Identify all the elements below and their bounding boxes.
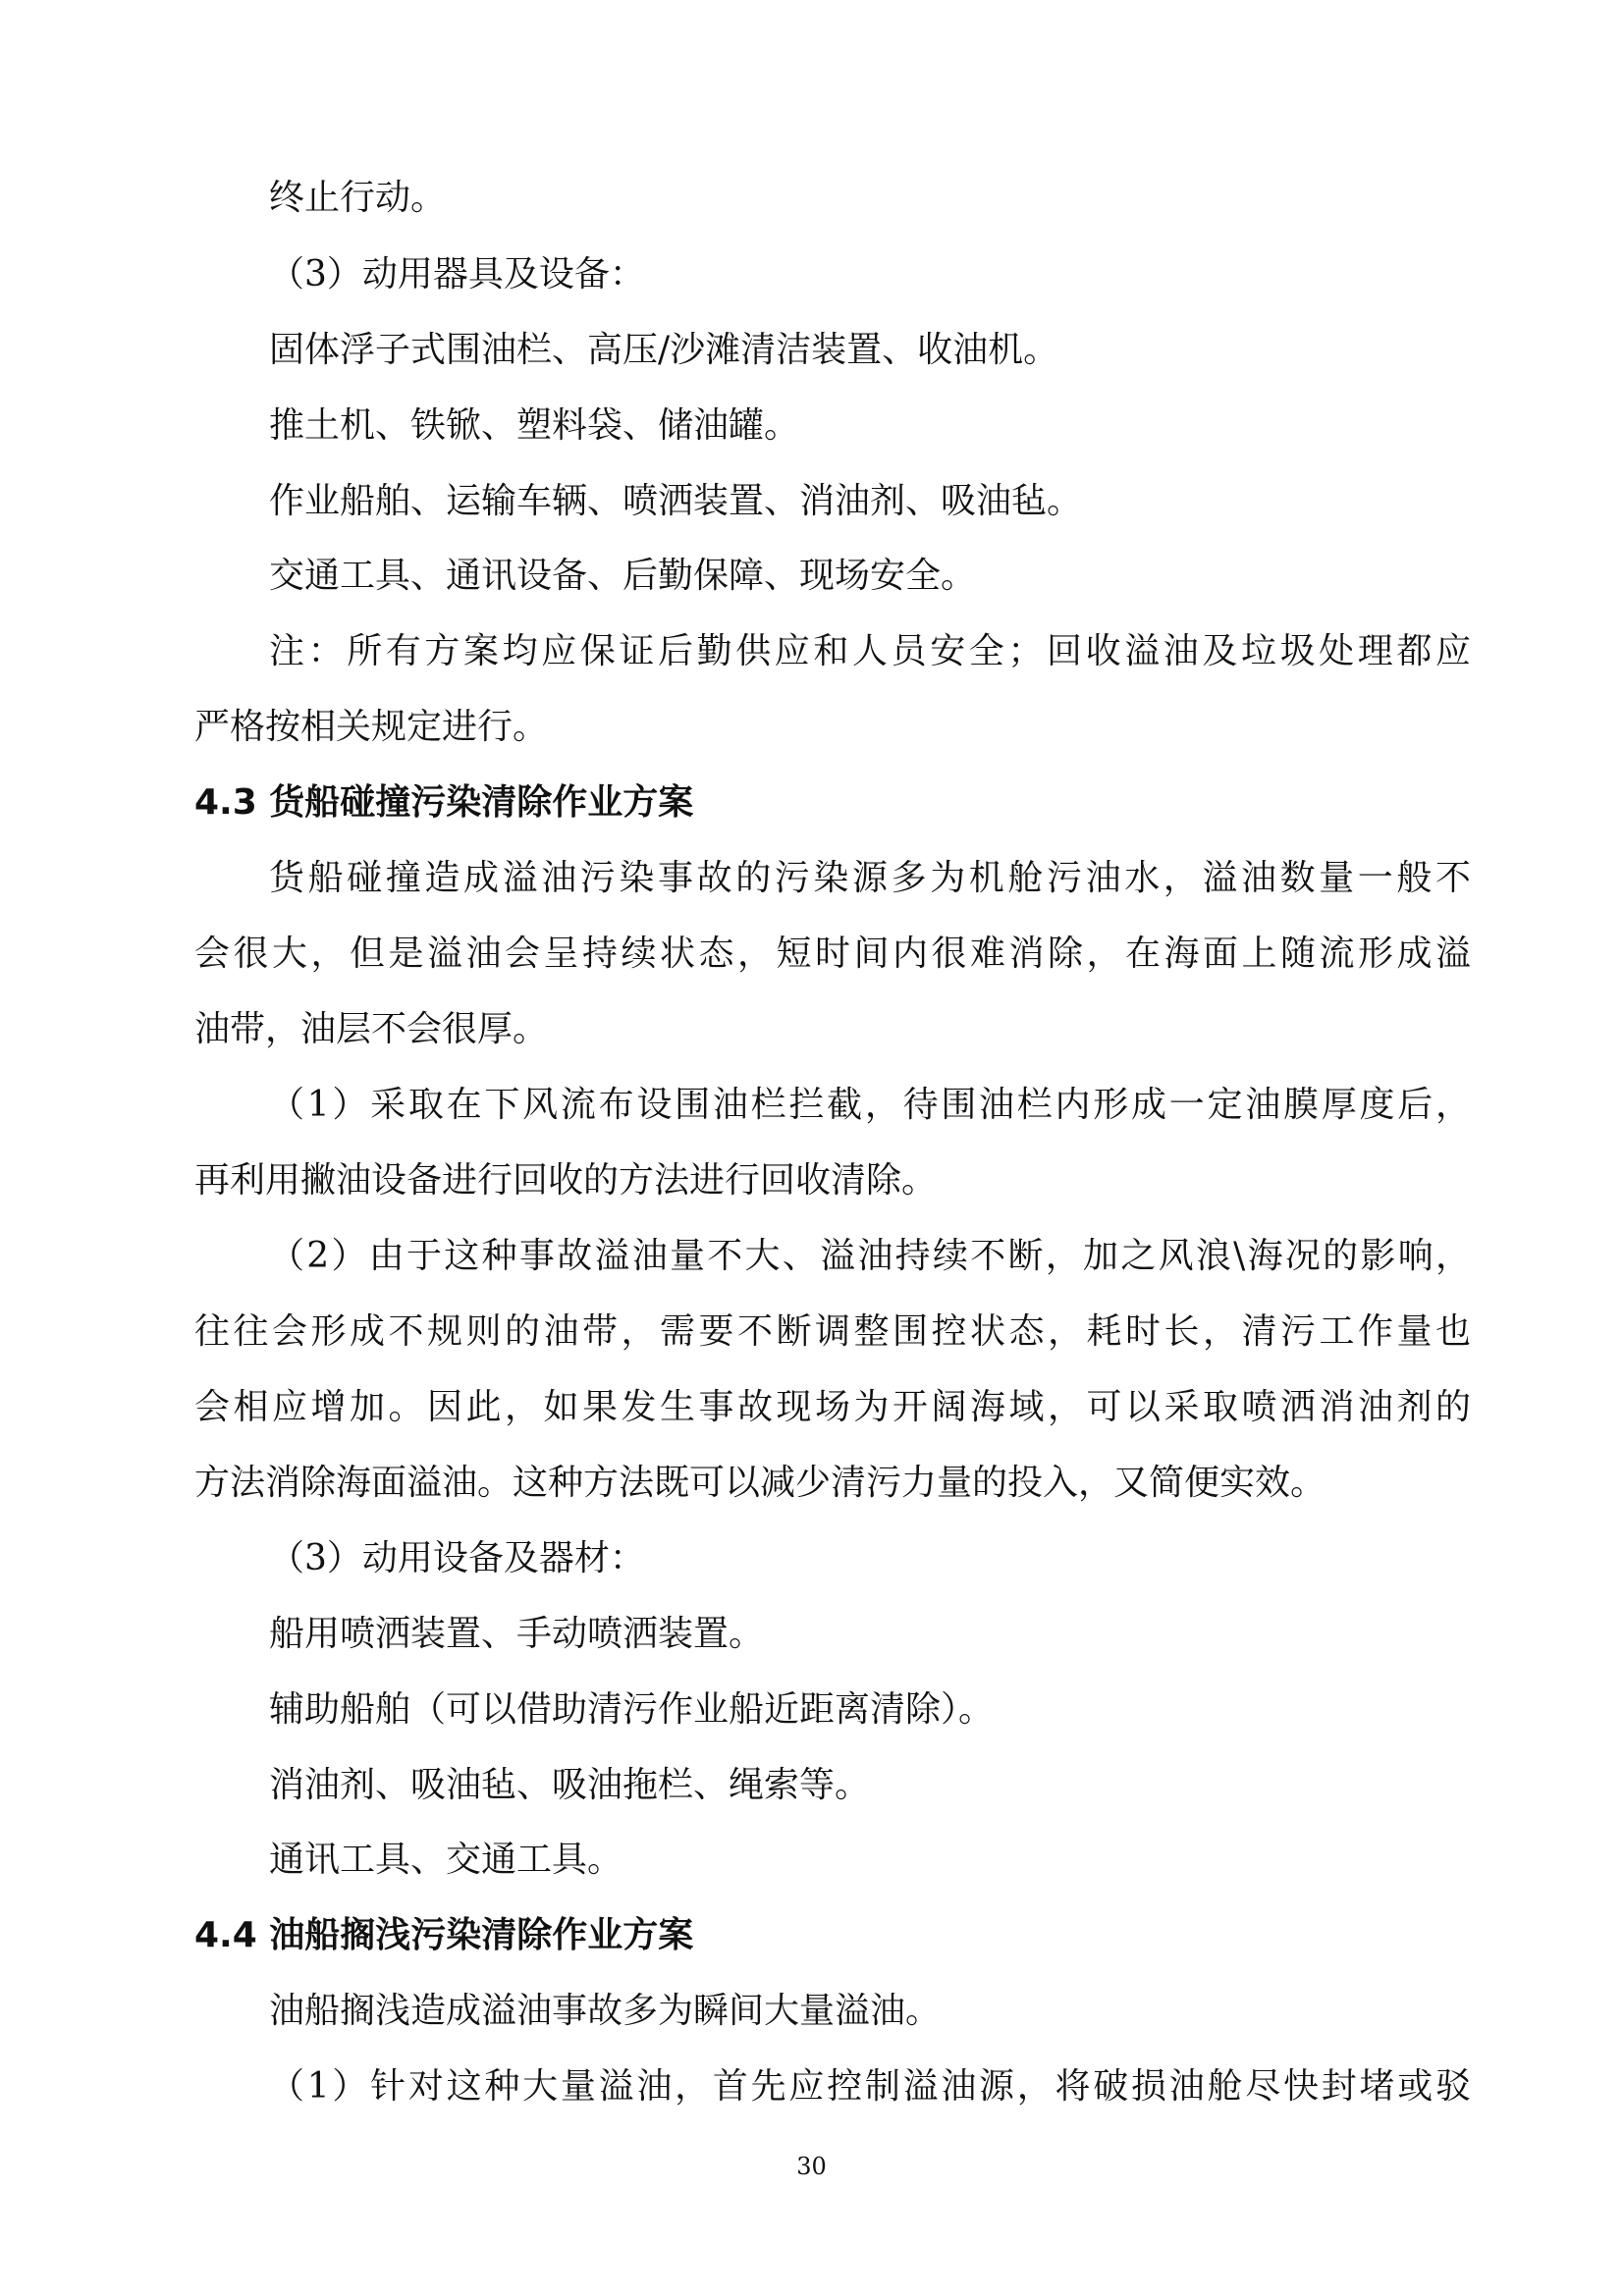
text-line: 通讯工具、交通工具。: [269, 1840, 623, 1880]
section-heading-4-3: 4.3 货船碰撞污染清除作业方案: [194, 782, 694, 823]
text-line: 货船碰撞造成溢油污染事故的污染源多为机舱污油水，溢油数量一般不: [269, 858, 1471, 898]
text-line: 会很大，但是溢油会呈持续状态，短时间内很难消除，在海面上随流形成溢: [194, 934, 1471, 974]
text-line: 方法消除海面溢油。这种方法既可以减少清污力量的投入，又简便实效。: [194, 1463, 1326, 1503]
text-line: 消油剂、吸油毡、吸油拖栏、绳索等。: [269, 1765, 871, 1805]
text-line: 严格按相关规定进行。: [194, 707, 549, 747]
text-line: 油带，油层不会很厚。: [194, 1009, 549, 1049]
text-line: 交通工具、通讯设备、后勤保障、现场安全。: [269, 556, 977, 596]
text-line: 再利用撇油设备进行回收的方法进行回收清除。: [194, 1160, 938, 1201]
text-line: （3）动用器具及设备：: [269, 254, 645, 294]
page-number: 30: [796, 2153, 827, 2180]
text-line: （2）由于这种事故溢油量不大、溢油持续不断，加之风浪\海况的影响，: [269, 1236, 1471, 1276]
text-line: 油船搁浅造成溢油事故多为瞬间大量溢油。: [269, 1991, 942, 2031]
text-line: 推土机、铁锨、塑料袋、储油罐。: [269, 405, 800, 446]
text-line: （1）针对这种大量溢油，首先应控制溢油源，将破损油舱尽快封堵或驳: [269, 2066, 1471, 2107]
text-line: 会相应增加。因此，如果发生事故现场为开阔海域，可以采取喷洒消油剂的: [194, 1387, 1471, 1427]
text-line: 辅助船舶（可以借助清污作业船近距离清除）。: [269, 1689, 995, 1730]
text-line: 往往会形成不规则的油带，需要不断调整围控状态，耗时长，清污工作量也: [194, 1311, 1471, 1352]
text-line: 船用喷洒装置、手动喷洒装置。: [269, 1614, 765, 1654]
text-line: 作业船舶、运输车辆、喷洒装置、消油剂、吸油毡。: [269, 481, 1083, 521]
text-line: （3）动用设备及器材：: [269, 1538, 645, 1578]
text-line: 终止行动。: [269, 178, 447, 218]
text-line: 注：所有方案均应保证后勤供应和人员安全；回收溢油及垃圾处理都应: [269, 631, 1471, 671]
text-line: 固体浮子式围油栏、高压/沙滩清洁装置、收油机。: [269, 330, 1059, 370]
section-heading-4-4: 4.4 油船搁浅污染清除作业方案: [194, 1915, 694, 1955]
text-line: （1）采取在下风流布设围油栏拦截，待围油栏内形成一定油膜厚度后，: [269, 1085, 1471, 1125]
